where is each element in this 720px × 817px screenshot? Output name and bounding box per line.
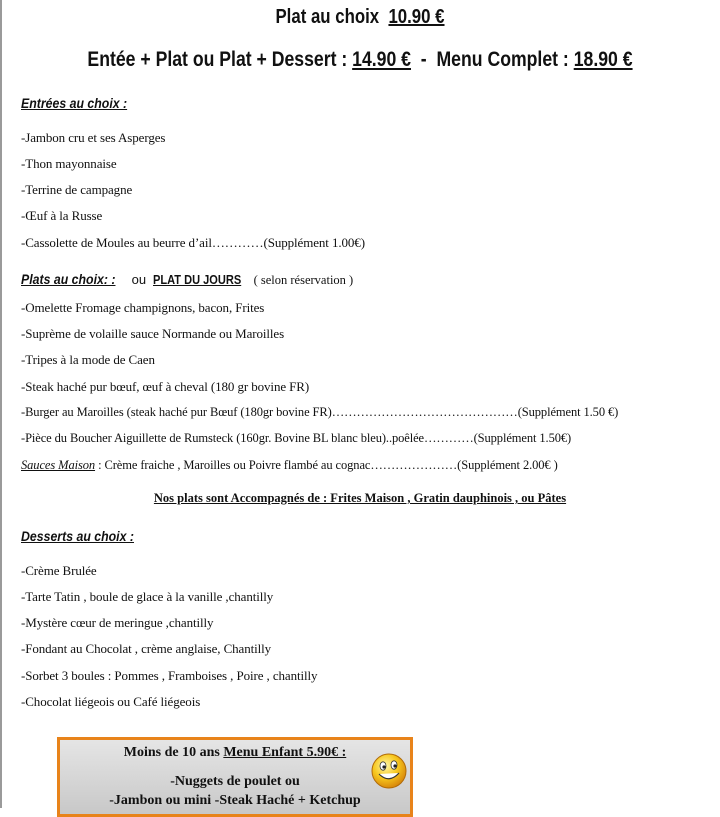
plats-heading-line: [21, 271, 353, 288]
plat-item: -Tripes à la mode de Caen: [21, 352, 155, 367]
sauces-label: Sauces Maison: [21, 458, 96, 472]
dessert-item: -Crème Brulée: [21, 563, 97, 578]
plats-heading: Plats au choix: :: [21, 271, 116, 287]
formule-price: 14.90 €: [352, 48, 412, 71]
desserts-heading: Desserts au choix :: [21, 528, 134, 544]
entree-item: -Terrine de campagne: [21, 182, 133, 197]
dessert-item: -Sorbet 3 boules : Pommes , Framboises , Poire , chantilly: [21, 668, 318, 683]
sauces-line: [21, 458, 558, 473]
plat-item: -Steak haché pur bœuf, œuf à cheval (180 gr bovine FR): [21, 379, 310, 394]
complet-price: 18.90 €: [573, 48, 633, 71]
dessert-item: -Chocolat liégeois ou Café liégeois: [21, 694, 201, 709]
plat-label: Plat au choix: [275, 6, 380, 28]
menu-prices-title: [58, 48, 663, 72]
page-edge: [0, 0, 2, 808]
kids-menu-price: Menu Enfant 5.90€ :: [223, 745, 347, 760]
plat-price-title: [58, 6, 663, 29]
kids-prefix: Moins de 10 ans: [123, 745, 220, 760]
dessert-item: -Mystère cœur de meringue ,chantilly: [21, 615, 214, 630]
kids-menu-title: [60, 745, 410, 761]
plats-ou: ou: [131, 272, 147, 287]
kids-item: -Jambon ou mini -Steak Haché + Ketchup: [109, 793, 361, 808]
selon-reservation: ( selon réservation ): [253, 273, 354, 287]
separator: -: [420, 48, 427, 71]
dessert-item: -Tarte Tatin , boule de glace à la vanille ,chantilly: [21, 589, 274, 604]
plat-item: -Pièce du Boucher Aiguillette de Rumsteck (160gr. Bovine BL blanc bleu)..poêlée…………(Supplément 1.50€): [21, 431, 572, 445]
entree-item: -Thon mayonnaise: [21, 156, 117, 171]
entrees-heading: Entrées au choix :: [21, 95, 128, 111]
accompagnement-note: Nos plats sont Accompagnés de : Frites Maison , Gratin dauphinois , ou Pâtes: [153, 491, 567, 505]
formule-label: Entée + Plat ou Plat + Dessert :: [87, 48, 348, 71]
kids-item: -Nuggets de poulet ou: [170, 774, 300, 789]
entree-item: -Jambon cru et ses Asperges: [21, 130, 166, 145]
plat-item: -Burger au Maroilles (steak haché pur Bœuf (180gr bovine FR)………………………………………(Supplément 1.50 €): [21, 405, 619, 419]
dessert-item: -Fondant au Chocolat , crème anglaise, Chantilly: [21, 641, 272, 656]
plat-du-jour: PLAT DU JOURS: [152, 272, 241, 287]
plat-item: -Omelette Fromage champignons, bacon, Frites: [21, 300, 265, 315]
sauces-text: : Crème fraiche , Maroilles ou Poivre flambé au cognac…………………(Supplément 2.00€ ): [98, 458, 558, 472]
entree-item: -Cassolette de Moules au beurre d’ail…………(Supplément 1.00€): [21, 235, 365, 250]
smiley-icon: [368, 750, 410, 792]
entree-item: -Œuf à la Russe: [21, 208, 103, 223]
plat-item: -Suprème de volaille sauce Normande ou Maroilles: [21, 326, 285, 341]
kids-menu-box: [57, 737, 413, 817]
plat-price: 10.90 €: [388, 6, 445, 28]
complet-label: Menu Complet :: [436, 48, 569, 71]
